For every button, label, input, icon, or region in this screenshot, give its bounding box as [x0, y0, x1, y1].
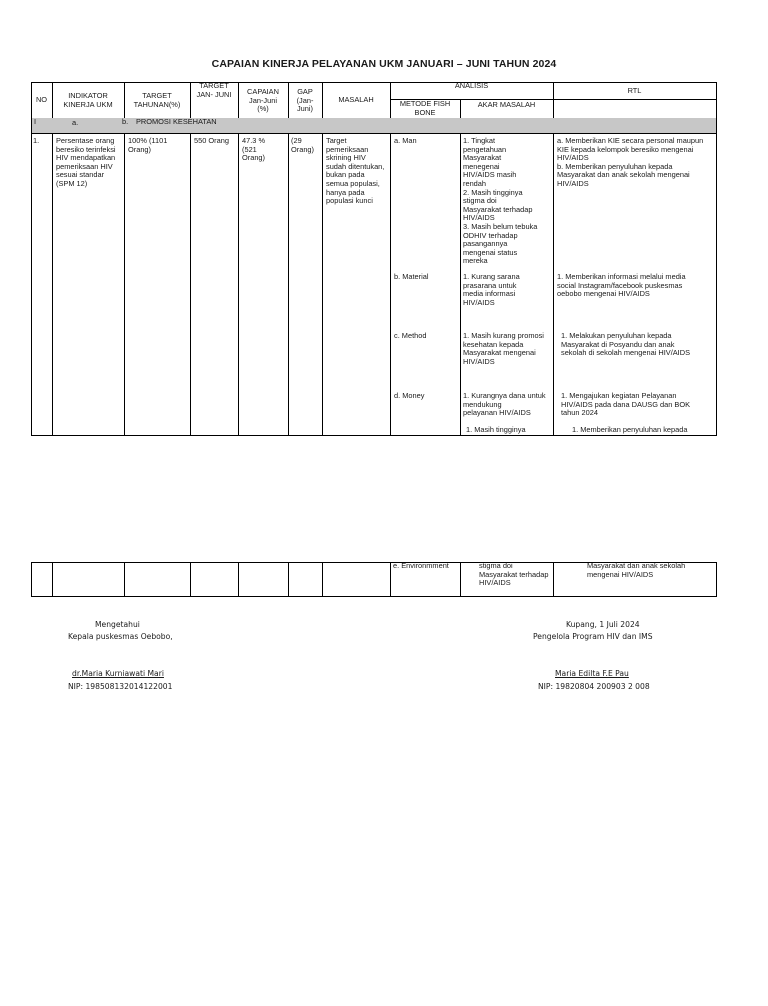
akar-money: 1. Kurangnya dana untuk mendukung pelayanan HIV/AIDS — [463, 391, 546, 418]
akar-method: 1. Masih kurang promosi kesehatan kepada Masyarakat mengenai HIV/AIDS — [463, 331, 544, 366]
col-line — [238, 133, 239, 435]
section-band — [31, 118, 716, 133]
header-target-jan-juni: TARGET JAN- JUNI — [196, 81, 232, 99]
sign-left-line1: Mengetahui — [95, 620, 140, 629]
metode-man: a. Man — [394, 136, 417, 145]
row-target-tahunan: 100% (1101 Orang) — [128, 136, 168, 154]
header-no: NO — [35, 95, 48, 104]
col-line — [288, 133, 289, 435]
akar-material: 1. Kurang sarana prasarana untuk media informasi HIV/AIDS — [463, 272, 520, 307]
metode-material: b. Material — [394, 272, 429, 281]
col-line — [553, 562, 554, 597]
section-letter: a. — [72, 118, 79, 127]
header-indikator: INDIKATOR KINERJA UKM — [63, 91, 113, 109]
header-masalah: MASALAH — [338, 95, 374, 104]
akar-environment: stigma doi Masyarakat terhadap HIV/AIDS — [479, 561, 549, 588]
col-line — [322, 133, 323, 435]
col-line — [322, 562, 323, 597]
section-label: PROMOSI KESEHATAN — [136, 117, 217, 126]
col-line — [390, 562, 391, 597]
akar-man: 1. Tingkat pengetahuan Masyarakat menegenai HIV/AIDS masih rendah 2. Masih tingginya stigma doi Masyarakat terhadap HIV/AIDS 3. Masih belum tebuka ODHIV terhadap pasangannya mengenai status mereka — [463, 136, 538, 266]
row-no: 1. — [33, 136, 40, 145]
rtl-money: 1. Mengajukan kegiatan Pelayanan HIV/AIDS pada dana DAUSG dan BOK tahun 2024 — [561, 391, 690, 418]
col-line — [52, 562, 53, 597]
col-line — [190, 562, 191, 597]
row-indikator: Persentase orang beresiko terinfeksi HIV mendapatkan pemeriksaan HIV sesuai standar (SPM 12) — [56, 136, 116, 188]
table-border-top — [31, 82, 717, 83]
metode-money: d. Money — [394, 391, 425, 400]
sign-right-role: Pengelola Program HIV dan IMS — [533, 632, 653, 641]
section-number: I — [34, 117, 37, 126]
sign-right-nip: NIP: 19820804 200903 2 008 — [538, 682, 650, 691]
col-line — [288, 562, 289, 597]
metode-method: c. Method — [394, 331, 427, 340]
row-capaian: 47.3 % (521 Orang) — [242, 136, 266, 163]
col-line — [190, 133, 191, 435]
col-line — [31, 562, 32, 597]
row-line — [31, 596, 717, 597]
sign-left-name: dr.Maria Kurniawati Mari — [72, 669, 164, 678]
sign-right-name: Maria Edilta F.E Pau — [555, 669, 629, 678]
rtl-environment: Masyarakat dan anak sekolah mengenai HIV/AIDS — [587, 561, 686, 579]
rtl-cut-text: 1. Memberikan penyuluhan kepada — [572, 425, 688, 434]
header-rtl: RTL — [627, 86, 642, 95]
sign-right-date: Kupang, 1 Juli 2024 — [566, 620, 640, 629]
col-line — [460, 562, 461, 597]
col-line — [716, 82, 717, 436]
header-target-tahunan: TARGET TAHUNAN(%) — [133, 91, 181, 109]
col-line — [52, 133, 53, 435]
sign-left-line2: Kepala puskesmas Oebobo, — [68, 632, 173, 641]
section-bottom-line — [31, 133, 717, 134]
col-line — [390, 133, 391, 435]
section-bullet: b. — [122, 117, 129, 126]
rtl-material: 1. Memberikan informasi melalui media social Instagram/facebook puskesmas oebobo mengenai HIV/AIDS — [557, 272, 686, 299]
akar-cut-text: 1. Masih tingginya — [466, 425, 526, 434]
metode-environment: e. Environmment — [393, 561, 449, 570]
header-analisis: ANALISIS — [454, 81, 489, 90]
col-line — [553, 133, 554, 435]
header-metode-fishbone: METODE FISH BONE — [399, 99, 451, 117]
col-line — [716, 562, 717, 597]
col-line — [31, 82, 32, 436]
col-line — [238, 562, 239, 597]
row-gap: (29 Orang) — [291, 136, 315, 154]
table-border-bottom — [31, 435, 717, 436]
row-masalah: Target pemeriksaan skrining HIV sudah ditentukan, bukan pada semua populasi, hanya pada populasi kunci — [326, 136, 385, 206]
col-line — [460, 133, 461, 435]
rtl-man: a. Memberikan KIE secara personal maupun KIE kepada kelompok beresiko mengenai HIV/AIDS b. Memberikan penyuluhan kepada Masyarakat dan anak sekolah mengenai HIV/AIDS — [557, 136, 704, 188]
header-gap: GAP (Jan- Juni) — [296, 87, 314, 114]
page-title: CAPAIAN KINERJA PELAYANAN UKM JANUARI – JUNI TAHUN 2024 — [211, 58, 557, 70]
sign-left-nip: NIP: 198508132014122001 — [68, 682, 173, 691]
col-line — [124, 562, 125, 597]
header-capaian: CAPAIAN Jan-Juni (%) — [247, 87, 279, 114]
col-line — [124, 133, 125, 435]
rtl-method: 1. Melakukan penyuluhan kepada Masyarakat di Posyandu dan anak sekolah di sekolah mengenai HIV/AIDS — [561, 331, 690, 358]
row-target-jan-juni: 550 Orang — [194, 136, 229, 145]
header-akar-masalah: AKAR MASALAH — [477, 100, 536, 109]
